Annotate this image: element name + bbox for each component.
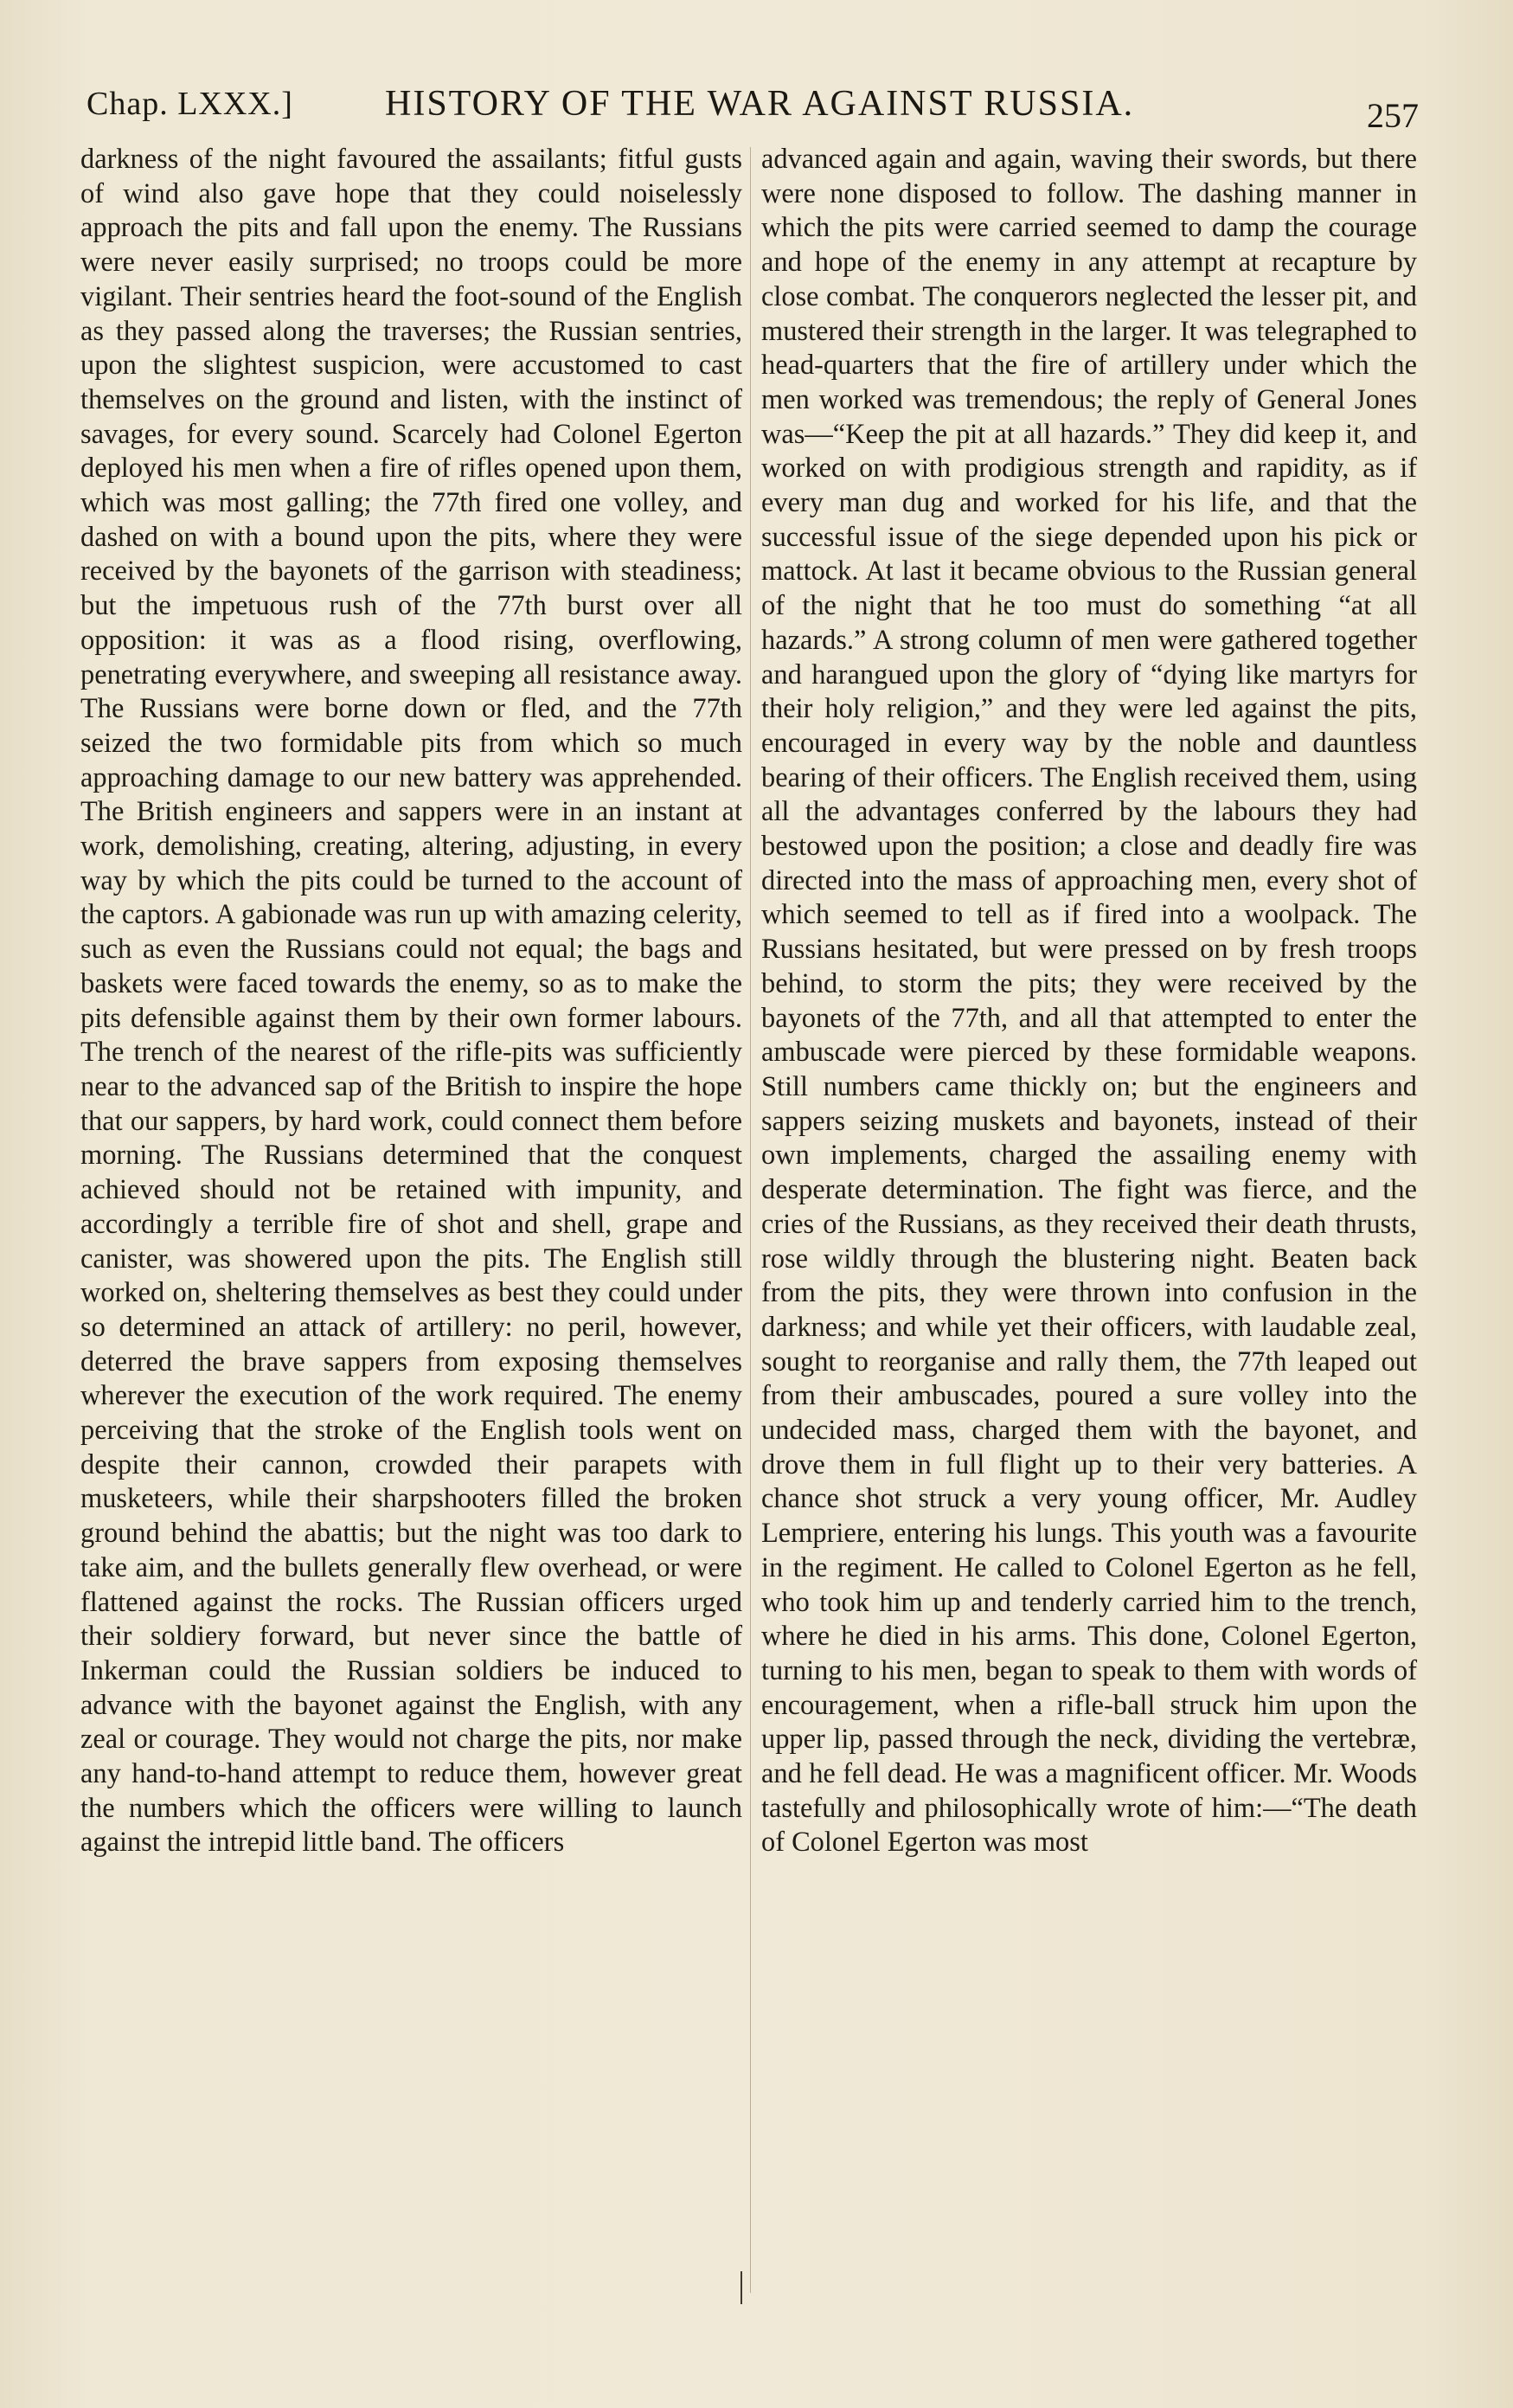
column-divider xyxy=(750,147,751,2293)
right-column-text: advanced again and again, waving their swords, but there were none disposed to follow. The dashing manner in which the pits were carried seemed to damp the courage and hope of the enemy in any attempt at recapture by close combat. The conquerors neglected the lesser pit, and mustered their strength in the larger. It was telegraphed to head-quarters that the fire of artillery under which the men worked was tremendous; the reply of General Jones was—“Keep the pit at all hazards.” They did keep it, and worked on with prodigious strength and rapidity, as if every man dug and worked for his life, and that the successful issue of the siege depended upon his pick or mattock. At last it became obvious to the Russian general of the night that he too must do something “at all hazards.” A strong column of men were gathered together and harangued upon the glory of “dying like martyrs for their holy religion,” and they were led against the pits, encouraged in every way by the noble and dauntless bearing of their officers. The English received them, using all the advantages conferred by the labours they had bestowed upon the position; a close and deadly fire was directed into the mass of approaching men, every shot of which seemed to tell as if fired into a woolpack. The Russians hesitated, but were pressed on by fresh troops behind, to storm the pits; they were received by the bayonets of the 77th, and all that attempted to enter the ambuscade were pierced by these formidable weapons. Still numbers came thickly on; but the engineers and sappers seizing muskets and bayonets, instead of their own implements, charged the assailing enemy with desperate determination. The fight was fierce, and the cries of the Russians, as they received their death thrusts, rose wildly through the blustering night. Beaten back from the pits, they were thrown into confusion in the darkness; and while yet their officers, with laudable zeal, sought to reorganise and rally them, the 77th leaped out from their ambuscades, poured a sure volley into the undecided mass, charged them with the bayonet, and drove them in full flight up to their very batteries. A chance shot struck a very young officer, Mr. Audley Lempriere, entering his lungs. This youth was a favourite in the regiment. He called to Colonel Egerton as he fell, who took him up and tenderly carried him to the trench, where he died in his arms. This done, Colonel Egerton, turning to his men, began to speak to them with words of encouragement, when a rifle-ball struck him upon the upper lip, passed through the neck, dividing the vertebræ, and he fell dead. He was a magnificent officer. Mr. Woods tastefully and philosophically wrote of him:—“The death of Colonel Egerton was most xyxy=(761,144,1417,1859)
right-column xyxy=(761,143,1417,1860)
chapter-label: Chap. LXXX.] xyxy=(87,86,293,122)
column-divider-tick xyxy=(740,2271,742,2304)
left-column xyxy=(80,143,742,1860)
left-column-text: darkness of the night favoured the assailants; fitful gusts of wind also gave hope that they could noiselessly approach the pits and fall upon the enemy. The Russians were never easily surprised; no troops could be more vigilant. Their sentries heard the foot-sound of the English as they passed along the traverses; the Russian sentries, upon the slightest suspicion, were accustomed to cast themselves on the ground and listen, with the instinct of savages, for every sound. Scarcely had Colonel Egerton deployed his men when a fire of rifles opened upon them, which was most galling; the 77th fired one volley, and dashed on with a bound upon the pits, where they were received by the bayonets of the garrison with steadiness; but the impetuous rush of the 77th burst over all opposition: it was as a flood rising, overflowing, penetrating everywhere, and sweeping all resistance away. The Russians were borne down or fled, and the 77th seized the two formidable pits from which so much approaching damage to our new battery was apprehended. The British engineers and sappers were in an instant at work, demolishing, creating, altering, adjusting, in every way by which the pits could be turned to the account of the captors. A gabionade was run up with amazing celerity, such as even the Russians could not equal; the bags and baskets were faced towards the enemy, so as to make the pits defensible against them by their own former labours. The trench of the nearest of the rifle-pits was sufficiently near to the advanced sap of the British to inspire the hope that our sappers, by hard work, could connect them before morning. The Russians determined that the conquest achieved should not be retained with impunity, and accordingly a terrible fire of shot and shell, grape and canister, was showered upon the pits. The English still worked on, sheltering themselves as best they could under so determined an attack of artillery: no peril, however, deterred the brave sappers from exposing themselves wherever the execution of the work required. The enemy perceiving that the stroke of the English tools went on despite their cannon, crowded their parapets with musketeers, while their sharpshooters filled the broken ground behind the abattis; but the night was too dark to take aim, and the bullets generally flew overhead, or were flattened against the rocks. The Russian officers urged their soldiery forward, but never since the battle of Inkerman could the Russian soldiers be induced to advance with the bayonet against the English, with any zeal or courage. They would not charge the pits, nor make any hand-to-hand attempt to reduce them, however great the numbers which the officers were willing to launch against the intrepid little band. The officers xyxy=(80,144,742,1859)
running-title: HISTORY OF THE WAR AGAINST RUSSIA. xyxy=(385,84,1135,124)
running-header xyxy=(87,78,1419,135)
page-number: 257 xyxy=(1367,96,1419,135)
